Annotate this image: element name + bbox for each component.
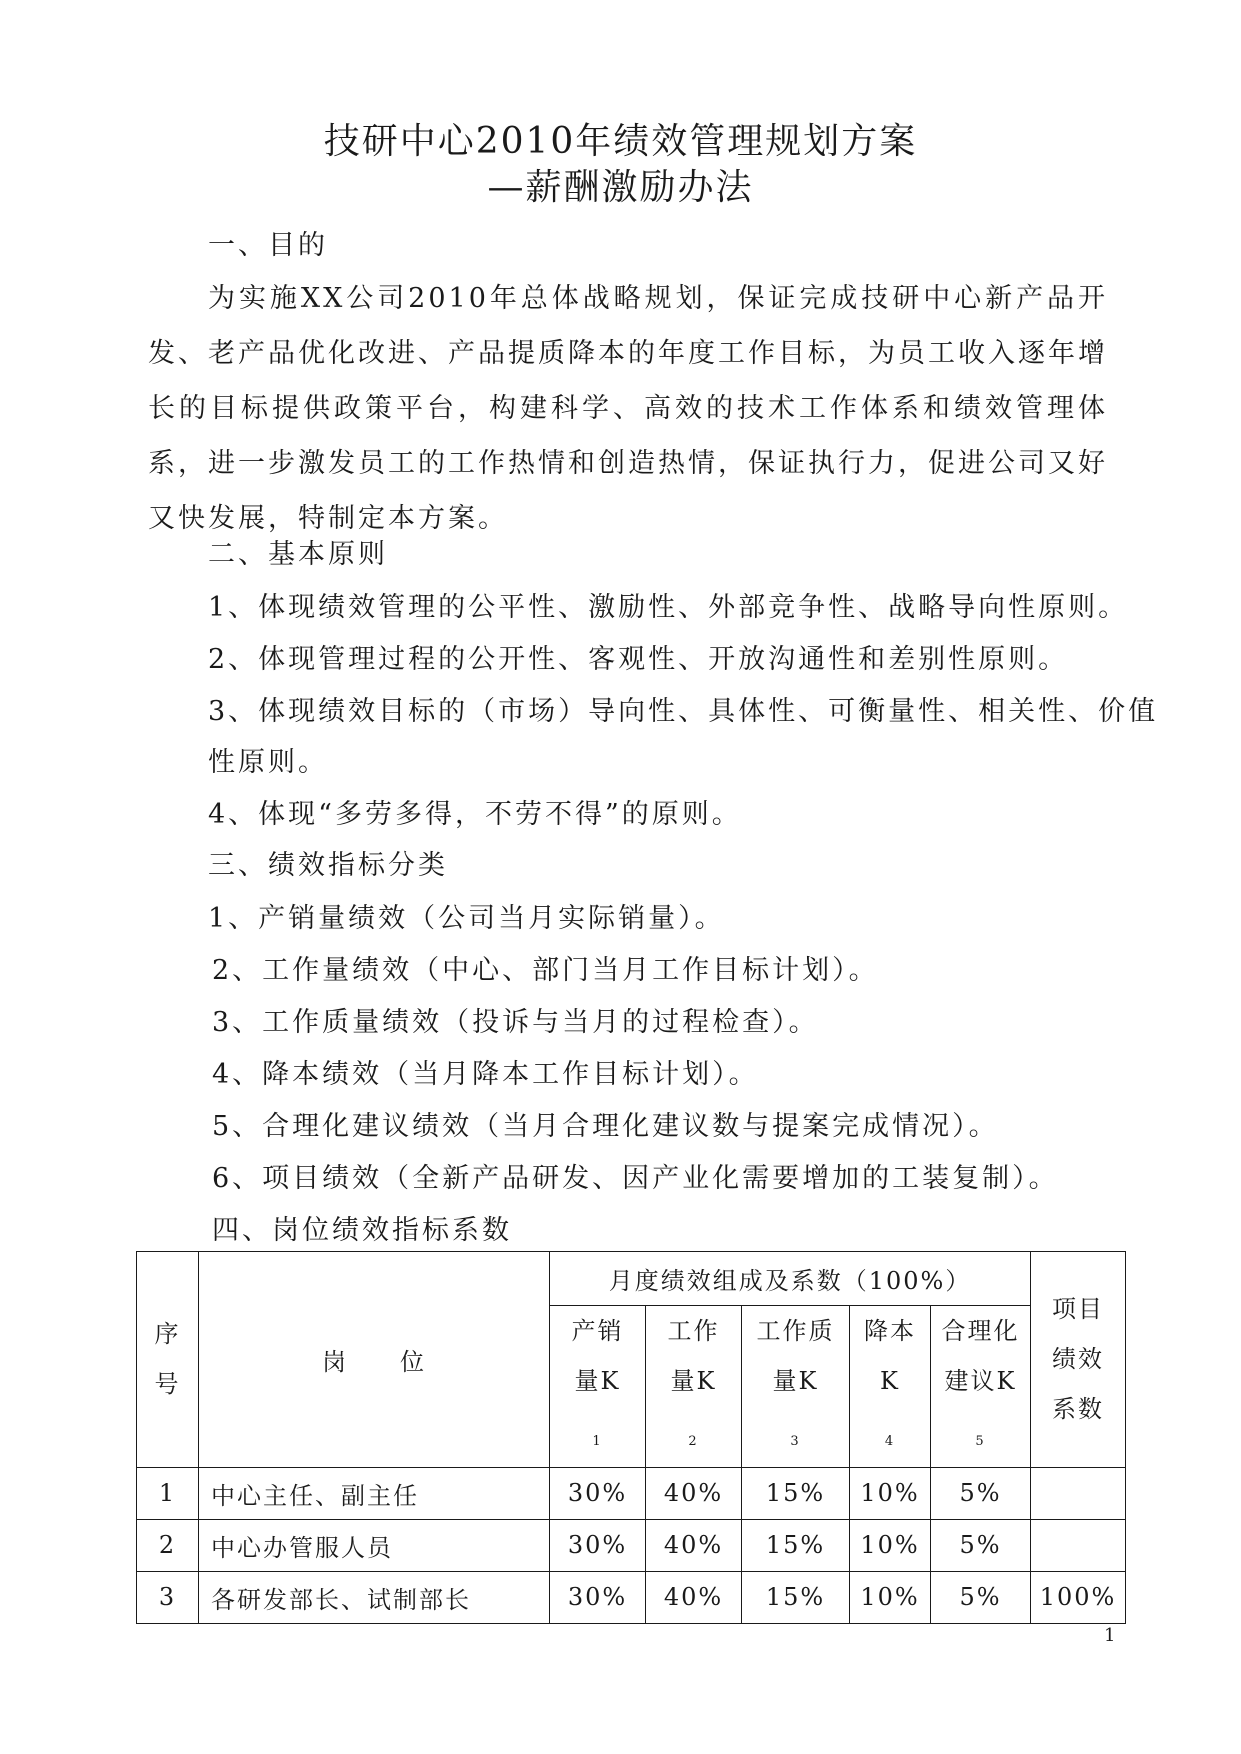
row-no: 1 [137,1467,199,1519]
row-k4: 10% [850,1467,931,1519]
row-project [1031,1467,1126,1519]
row-k3: 15% [742,1571,850,1623]
row-k5: 5% [931,1519,1031,1571]
k1-header: 产销 量K $_1$ [550,1306,646,1468]
page-number: 1 [1104,1625,1116,1646]
kpi-category-item: 4、降本绩效（当月降本工作目标计划）。 [212,1059,759,1090]
section-heading-kpi-coefficients: 四、岗位绩效指标系数 [212,1215,512,1246]
project-kpi-header: 项目 绩效 系数 [1031,1252,1126,1468]
row-k4: 10% [850,1571,931,1623]
principle-item: 2、体现管理过程的公开性、客观性、开放沟通性和差别性原则。 [208,644,1069,675]
k3-header: 工作质 量K $_3$ [742,1306,850,1468]
row-k3: 15% [742,1467,850,1519]
kpi-category-item: 5、合理化建议绩效（当月合理化建议数与提案完成情况）。 [212,1111,999,1142]
section-heading-principles: 二、基本原则 [208,539,388,570]
principle-item: 3、体现绩效目标的（市场）导向性、具体性、可衡量性、相关性、价值 [208,696,1159,727]
kpi-category-item: 2、工作量绩效（中心、部门当月工作目标计划）。 [212,955,879,986]
k4-header: 降本 K $_4$ [850,1306,931,1468]
row-k5: 5% [931,1467,1031,1519]
section-heading-purpose: 一、目的 [208,230,328,261]
table-row [137,1571,1126,1623]
kpi-category-item: 1、产销量绩效（公司当月实际销量）。 [208,903,725,934]
row-post: 中心办管服人员 [199,1519,550,1571]
table-row [137,1519,1126,1571]
purpose-paragraph: 为实施XX公司2010年总体战略规划，保证完成技研中心新产品开发、老产品优化改进、产品提质降本的年度工作目标，为员工收入逐年增长的目标提供政策平台，构建科学、高效的技术工作体系和绩效管理体系，进一步激发员工的工作热情和创造热情，保证执行力，促进公司又好又快发展，特制定本方案。 [148,283,1108,534]
section-heading-kpi-categories: 三、绩效指标分类 [208,850,448,881]
row-k1: 30% [550,1571,646,1623]
table-row [137,1467,1126,1519]
k5-header: 合理化 建议K $_5$ [931,1306,1031,1468]
row-k5: 5% [931,1571,1031,1623]
row-k1: 30% [550,1467,646,1519]
principle-item-continued: 性原则。 [208,747,328,778]
document-title: 技研中心2010年绩效管理规划方案 [323,121,918,162]
row-k2: 40% [646,1519,742,1571]
kpi-category-item: 3、工作质量绩效（投诉与当月的过程检查）。 [212,1007,819,1038]
principle-item: 4、体现“多劳多得，不劳不得”的原则。 [208,799,742,830]
row-project: 100% [1031,1571,1126,1623]
row-k2: 40% [646,1571,742,1623]
seq-header: 序 号 [137,1252,199,1468]
monthly-kpi-group-header: 月度绩效组成及系数（100%） [550,1252,1031,1306]
kpi-coefficient-table [136,1251,1126,1624]
row-post: 各研发部长、试制部长 [199,1571,550,1623]
row-no: 2 [137,1519,199,1571]
row-post: 中心主任、副主任 [199,1467,550,1519]
kpi-category-item: 6、项目绩效（全新产品研发、因产业化需要增加的工装复制）。 [212,1163,1059,1194]
row-k1: 30% [550,1519,646,1571]
row-k2: 40% [646,1467,742,1519]
document-subtitle: —薪酬激励办法 [487,167,754,208]
row-k3: 15% [742,1519,850,1571]
table-header-row [137,1252,1126,1306]
post-header: 岗 位 [199,1252,550,1468]
principle-item: 1、体现绩效管理的公平性、激励性、外部竞争性、战略导向性原则。 [208,592,1129,623]
row-k4: 10% [850,1519,931,1571]
row-no: 3 [137,1571,199,1623]
row-project [1031,1519,1126,1571]
k2-header: 工作 量K $_2$ [646,1306,742,1468]
